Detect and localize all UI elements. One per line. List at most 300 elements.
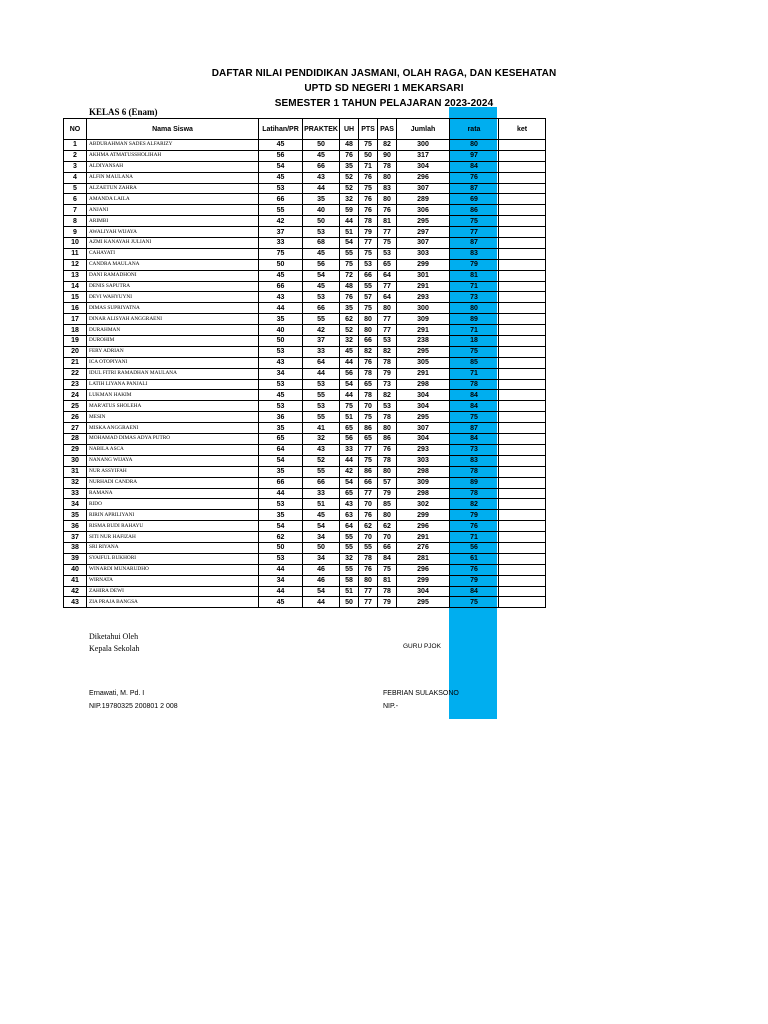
cell-praktek: 55 bbox=[303, 314, 340, 325]
cell-pas: 82 bbox=[378, 346, 397, 357]
cell-ket bbox=[499, 466, 546, 477]
cell-uh: 43 bbox=[340, 499, 359, 510]
headmaster-name: Ernawati, M. Pd. I bbox=[89, 690, 145, 697]
cell-jumlah: 307 bbox=[397, 423, 450, 434]
cell-rata: 56 bbox=[450, 542, 499, 553]
cell-rata: 82 bbox=[450, 499, 499, 510]
title-line-1: DAFTAR NILAI PENDIDIKAN JASMANI, OLAH RAGA, DAN KESEHATAN bbox=[211, 68, 557, 79]
cell-pts: 78 bbox=[359, 216, 378, 227]
cell-pts: 80 bbox=[359, 575, 378, 586]
cell-no: 4 bbox=[64, 172, 87, 183]
cell-jumlah: 297 bbox=[397, 227, 450, 238]
cell-nama-siswa: ZIA PRAJA BANGSA bbox=[87, 597, 259, 608]
cell-latihan-pr: 37 bbox=[259, 227, 303, 238]
cell-uh: 54 bbox=[340, 238, 359, 249]
cell-ket bbox=[499, 597, 546, 608]
cell-ket bbox=[499, 532, 546, 543]
cell-nama-siswa: MOHAMAD DIMAS ADYA PUTRO bbox=[87, 434, 259, 445]
cell-nama-siswa: IDUL FITRI RAMADHAN MAULANA bbox=[87, 368, 259, 379]
cell-pts: 77 bbox=[359, 597, 378, 608]
cell-ket bbox=[499, 314, 546, 325]
cell-latihan-pr: 56 bbox=[259, 150, 303, 161]
cell-rata: 76 bbox=[450, 564, 499, 575]
table-row bbox=[64, 183, 546, 194]
cell-jumlah: 303 bbox=[397, 248, 450, 259]
cell-pts: 50 bbox=[359, 150, 378, 161]
cell-latihan-pr: 53 bbox=[259, 553, 303, 564]
cell-pas: 64 bbox=[378, 270, 397, 281]
cell-praktek: 45 bbox=[303, 248, 340, 259]
cell-no: 1 bbox=[64, 140, 87, 151]
cell-pts: 57 bbox=[359, 292, 378, 303]
cell-no: 37 bbox=[64, 532, 87, 543]
teacher-title: GURU PJOK bbox=[403, 643, 441, 650]
cell-no: 41 bbox=[64, 575, 87, 586]
cell-pas: 78 bbox=[378, 161, 397, 172]
cell-pas: 84 bbox=[378, 553, 397, 564]
cell-uh: 51 bbox=[340, 412, 359, 423]
title-line-3: SEMESTER 1 TAHUN PELAJARAN 2023-2024 bbox=[274, 98, 494, 109]
cell-no: 10 bbox=[64, 238, 87, 249]
cell-pas: 79 bbox=[378, 368, 397, 379]
cell-no: 38 bbox=[64, 542, 87, 553]
cell-pts: 70 bbox=[359, 401, 378, 412]
header-pas: PAS bbox=[378, 119, 397, 140]
cell-ket bbox=[499, 390, 546, 401]
cell-no: 27 bbox=[64, 423, 87, 434]
cell-latihan-pr: 53 bbox=[259, 499, 303, 510]
cell-ket bbox=[499, 259, 546, 270]
cell-pts: 77 bbox=[359, 586, 378, 597]
cell-rata: 84 bbox=[450, 401, 499, 412]
table-row bbox=[64, 303, 546, 314]
table-row bbox=[64, 477, 546, 488]
cell-no: 33 bbox=[64, 488, 87, 499]
cell-nama-siswa: AZMI KANAYAH JULIANI bbox=[87, 238, 259, 249]
header-pts: PTS bbox=[359, 119, 378, 140]
cell-jumlah: 238 bbox=[397, 336, 450, 347]
cell-jumlah: 302 bbox=[397, 499, 450, 510]
cell-no: 18 bbox=[64, 325, 87, 336]
cell-pts: 75 bbox=[359, 412, 378, 423]
cell-jumlah: 306 bbox=[397, 205, 450, 216]
cell-jumlah: 291 bbox=[397, 368, 450, 379]
cell-no: 23 bbox=[64, 379, 87, 390]
cell-no: 26 bbox=[64, 412, 87, 423]
cell-uh: 55 bbox=[340, 532, 359, 543]
table-row bbox=[64, 423, 546, 434]
cell-jumlah: 299 bbox=[397, 259, 450, 270]
table-row bbox=[64, 227, 546, 238]
cell-rata: 78 bbox=[450, 488, 499, 499]
cell-praktek: 50 bbox=[303, 542, 340, 553]
cell-pas: 53 bbox=[378, 248, 397, 259]
cell-praktek: 37 bbox=[303, 336, 340, 347]
cell-nama-siswa: DURAHMAN bbox=[87, 325, 259, 336]
cell-rata: 84 bbox=[450, 586, 499, 597]
cell-pas: 80 bbox=[378, 466, 397, 477]
cell-pas: 76 bbox=[378, 205, 397, 216]
table-row bbox=[64, 194, 546, 205]
cell-no: 25 bbox=[64, 401, 87, 412]
cell-praktek: 46 bbox=[303, 575, 340, 586]
cell-rata: 76 bbox=[450, 172, 499, 183]
cell-praktek: 43 bbox=[303, 172, 340, 183]
cell-rata: 87 bbox=[450, 238, 499, 249]
cell-nama-siswa: ARIMBI bbox=[87, 216, 259, 227]
cell-uh: 44 bbox=[340, 216, 359, 227]
cell-praktek: 55 bbox=[303, 390, 340, 401]
cell-no: 32 bbox=[64, 477, 87, 488]
cell-jumlah: 304 bbox=[397, 401, 450, 412]
cell-pts: 86 bbox=[359, 466, 378, 477]
cell-nama-siswa: DEVI WAHYUYNI bbox=[87, 292, 259, 303]
cell-rata: 75 bbox=[450, 597, 499, 608]
cell-jumlah: 304 bbox=[397, 390, 450, 401]
cell-jumlah: 317 bbox=[397, 150, 450, 161]
cell-pas: 66 bbox=[378, 542, 397, 553]
cell-uh: 35 bbox=[340, 161, 359, 172]
cell-ket bbox=[499, 303, 546, 314]
cell-rata: 81 bbox=[450, 270, 499, 281]
cell-praktek: 66 bbox=[303, 303, 340, 314]
cell-rata: 80 bbox=[450, 303, 499, 314]
table-row bbox=[64, 390, 546, 401]
cell-jumlah: 291 bbox=[397, 281, 450, 292]
cell-pas: 64 bbox=[378, 292, 397, 303]
cell-jumlah: 300 bbox=[397, 140, 450, 151]
cell-latihan-pr: 43 bbox=[259, 292, 303, 303]
table-row bbox=[64, 401, 546, 412]
cell-latihan-pr: 66 bbox=[259, 477, 303, 488]
cell-no: 17 bbox=[64, 314, 87, 325]
cell-pts: 78 bbox=[359, 368, 378, 379]
cell-nama-siswa: FERY ADRIAN bbox=[87, 346, 259, 357]
cell-praktek: 54 bbox=[303, 586, 340, 597]
cell-jumlah: 304 bbox=[397, 161, 450, 172]
cell-jumlah: 309 bbox=[397, 314, 450, 325]
cell-jumlah: 291 bbox=[397, 325, 450, 336]
cell-nama-siswa: DANI RAMADHONI bbox=[87, 270, 259, 281]
cell-rata: 89 bbox=[450, 477, 499, 488]
cell-jumlah: 298 bbox=[397, 379, 450, 390]
header-praktek: PRAKTEK bbox=[303, 119, 340, 140]
cell-ket bbox=[499, 357, 546, 368]
cell-praktek: 45 bbox=[303, 150, 340, 161]
cell-uh: 52 bbox=[340, 183, 359, 194]
table-row bbox=[64, 357, 546, 368]
cell-rata: 75 bbox=[450, 216, 499, 227]
cell-no: 39 bbox=[64, 553, 87, 564]
cell-praktek: 35 bbox=[303, 194, 340, 205]
cell-no: 11 bbox=[64, 248, 87, 259]
cell-pas: 81 bbox=[378, 216, 397, 227]
cell-no: 3 bbox=[64, 161, 87, 172]
cell-ket bbox=[499, 401, 546, 412]
cell-uh: 58 bbox=[340, 575, 359, 586]
cell-rata: 83 bbox=[450, 248, 499, 259]
cell-ket bbox=[499, 336, 546, 347]
cell-no: 5 bbox=[64, 183, 87, 194]
cell-pas: 79 bbox=[378, 488, 397, 499]
cell-pas: 77 bbox=[378, 325, 397, 336]
cell-latihan-pr: 45 bbox=[259, 140, 303, 151]
cell-ket bbox=[499, 412, 546, 423]
cell-latihan-pr: 50 bbox=[259, 542, 303, 553]
header-uh: UH bbox=[340, 119, 359, 140]
header-nama-siswa: Nama Siswa bbox=[87, 119, 259, 140]
cell-nama-siswa: ALZAETUN ZAHRA bbox=[87, 183, 259, 194]
cell-no: 34 bbox=[64, 499, 87, 510]
table-row bbox=[64, 259, 546, 270]
table-row bbox=[64, 325, 546, 336]
cell-praktek: 33 bbox=[303, 346, 340, 357]
cell-no: 36 bbox=[64, 521, 87, 532]
cell-praktek: 53 bbox=[303, 292, 340, 303]
header-rata: rata bbox=[450, 119, 499, 140]
cell-no: 24 bbox=[64, 390, 87, 401]
cell-praktek: 40 bbox=[303, 205, 340, 216]
cell-uh: 59 bbox=[340, 205, 359, 216]
cell-latihan-pr: 45 bbox=[259, 172, 303, 183]
cell-uh: 63 bbox=[340, 510, 359, 521]
cell-pts: 76 bbox=[359, 510, 378, 521]
header-ket: ket bbox=[499, 119, 546, 140]
cell-praktek: 55 bbox=[303, 412, 340, 423]
cell-rata: 75 bbox=[450, 412, 499, 423]
table-row bbox=[64, 314, 546, 325]
cell-uh: 48 bbox=[340, 281, 359, 292]
cell-uh: 65 bbox=[340, 488, 359, 499]
cell-nama-siswa: WIRNATA bbox=[87, 575, 259, 586]
cell-ket bbox=[499, 488, 546, 499]
cell-latihan-pr: 62 bbox=[259, 532, 303, 543]
header-no: NO bbox=[64, 119, 87, 140]
cell-uh: 65 bbox=[340, 423, 359, 434]
cell-nama-siswa: DINAR ALISYAH ANGGRAENI bbox=[87, 314, 259, 325]
cell-nama-siswa: NURHADI CANDRA bbox=[87, 477, 259, 488]
cell-uh: 50 bbox=[340, 597, 359, 608]
cell-uh: 32 bbox=[340, 194, 359, 205]
cell-jumlah: 293 bbox=[397, 444, 450, 455]
cell-latihan-pr: 65 bbox=[259, 434, 303, 445]
cell-no: 22 bbox=[64, 368, 87, 379]
cell-nama-siswa: LATIH LIYANA PANJALI bbox=[87, 379, 259, 390]
cell-pts: 76 bbox=[359, 205, 378, 216]
cell-praktek: 55 bbox=[303, 466, 340, 477]
cell-no: 13 bbox=[64, 270, 87, 281]
cell-pas: 82 bbox=[378, 140, 397, 151]
cell-rata: 89 bbox=[450, 314, 499, 325]
known-by-label: Diketahui Oleh bbox=[89, 632, 139, 641]
cell-jumlah: 295 bbox=[397, 216, 450, 227]
cell-jumlah: 305 bbox=[397, 357, 450, 368]
cell-pas: 75 bbox=[378, 238, 397, 249]
cell-praktek: 54 bbox=[303, 270, 340, 281]
cell-jumlah: 307 bbox=[397, 238, 450, 249]
cell-no: 2 bbox=[64, 150, 87, 161]
cell-latihan-pr: 34 bbox=[259, 368, 303, 379]
cell-uh: 75 bbox=[340, 259, 359, 270]
cell-ket bbox=[499, 140, 546, 151]
cell-ket bbox=[499, 499, 546, 510]
cell-jumlah: 295 bbox=[397, 412, 450, 423]
cell-rata: 73 bbox=[450, 292, 499, 303]
cell-pts: 78 bbox=[359, 390, 378, 401]
cell-rata: 86 bbox=[450, 205, 499, 216]
teacher-name: FEBRIAN SULAKSONO bbox=[383, 690, 459, 697]
cell-latihan-pr: 35 bbox=[259, 423, 303, 434]
cell-pas: 80 bbox=[378, 510, 397, 521]
cell-praktek: 46 bbox=[303, 564, 340, 575]
table-header-row bbox=[64, 119, 546, 140]
cell-ket bbox=[499, 172, 546, 183]
cell-pts: 65 bbox=[359, 379, 378, 390]
headmaster-signature bbox=[89, 687, 178, 713]
cell-latihan-pr: 50 bbox=[259, 259, 303, 270]
cell-nama-siswa: CAHAYATI bbox=[87, 248, 259, 259]
cell-praktek: 50 bbox=[303, 140, 340, 151]
cell-pas: 53 bbox=[378, 401, 397, 412]
cell-ket bbox=[499, 216, 546, 227]
cell-nama-siswa: ABDURAHMAN SADES ALFARIZY bbox=[87, 140, 259, 151]
cell-nama-siswa: AWALIYAH WIJAYA bbox=[87, 227, 259, 238]
cell-ket bbox=[499, 379, 546, 390]
cell-pts: 86 bbox=[359, 423, 378, 434]
cell-nama-siswa: RAMANA bbox=[87, 488, 259, 499]
cell-pas: 77 bbox=[378, 281, 397, 292]
cell-no: 16 bbox=[64, 303, 87, 314]
cell-pts: 66 bbox=[359, 336, 378, 347]
cell-nama-siswa: MAR'ATUS SHOLEHA bbox=[87, 401, 259, 412]
cell-pas: 76 bbox=[378, 444, 397, 455]
cell-pts: 75 bbox=[359, 455, 378, 466]
cell-rata: 69 bbox=[450, 194, 499, 205]
cell-praktek: 42 bbox=[303, 325, 340, 336]
cell-latihan-pr: 34 bbox=[259, 575, 303, 586]
cell-rata: 83 bbox=[450, 455, 499, 466]
cell-uh: 75 bbox=[340, 401, 359, 412]
cell-jumlah: 309 bbox=[397, 477, 450, 488]
cell-pas: 83 bbox=[378, 183, 397, 194]
cell-ket bbox=[499, 455, 546, 466]
cell-praktek: 50 bbox=[303, 216, 340, 227]
cell-ket bbox=[499, 325, 546, 336]
grades-table bbox=[63, 118, 546, 608]
cell-uh: 56 bbox=[340, 434, 359, 445]
cell-latihan-pr: 55 bbox=[259, 205, 303, 216]
cell-pts: 75 bbox=[359, 303, 378, 314]
cell-rata: 80 bbox=[450, 140, 499, 151]
cell-jumlah: 307 bbox=[397, 183, 450, 194]
cell-nama-siswa: ALDIYANSAH bbox=[87, 161, 259, 172]
cell-uh: 51 bbox=[340, 586, 359, 597]
cell-pas: 78 bbox=[378, 357, 397, 368]
cell-pas: 86 bbox=[378, 434, 397, 445]
cell-nama-siswa: ICA OTOPIYANI bbox=[87, 357, 259, 368]
cell-uh: 44 bbox=[340, 455, 359, 466]
cell-pas: 80 bbox=[378, 303, 397, 314]
table-row bbox=[64, 205, 546, 216]
cell-jumlah: 299 bbox=[397, 510, 450, 521]
cell-nama-siswa: LUKMAN HAKIM bbox=[87, 390, 259, 401]
cell-latihan-pr: 53 bbox=[259, 346, 303, 357]
cell-pts: 78 bbox=[359, 553, 378, 564]
headmaster-nip: NIP.19780325 200801 2 008 bbox=[89, 703, 178, 710]
cell-ket bbox=[499, 575, 546, 586]
cell-nama-siswa: NANANG WIJAYA bbox=[87, 455, 259, 466]
cell-latihan-pr: 66 bbox=[259, 194, 303, 205]
table-row bbox=[64, 444, 546, 455]
cell-praktek: 43 bbox=[303, 444, 340, 455]
grades-table-body bbox=[64, 140, 546, 608]
cell-rata: 73 bbox=[450, 444, 499, 455]
table-row bbox=[64, 140, 546, 151]
cell-jumlah: 296 bbox=[397, 521, 450, 532]
cell-nama-siswa: DENIS SAPUTRA bbox=[87, 281, 259, 292]
cell-pts: 55 bbox=[359, 281, 378, 292]
cell-praktek: 34 bbox=[303, 532, 340, 543]
table-row bbox=[64, 346, 546, 357]
table-row bbox=[64, 553, 546, 564]
cell-no: 29 bbox=[64, 444, 87, 455]
cell-pts: 66 bbox=[359, 270, 378, 281]
table-row bbox=[64, 466, 546, 477]
cell-rata: 71 bbox=[450, 532, 499, 543]
cell-pts: 76 bbox=[359, 172, 378, 183]
cell-rata: 71 bbox=[450, 325, 499, 336]
cell-latihan-pr: 53 bbox=[259, 183, 303, 194]
cell-rata: 84 bbox=[450, 161, 499, 172]
cell-latihan-pr: 33 bbox=[259, 238, 303, 249]
cell-rata: 18 bbox=[450, 336, 499, 347]
cell-praktek: 33 bbox=[303, 488, 340, 499]
cell-nama-siswa: RIDO bbox=[87, 499, 259, 510]
cell-no: 35 bbox=[64, 510, 87, 521]
cell-ket bbox=[499, 346, 546, 357]
cell-no: 8 bbox=[64, 216, 87, 227]
cell-no: 7 bbox=[64, 205, 87, 216]
cell-praktek: 56 bbox=[303, 259, 340, 270]
cell-jumlah: 291 bbox=[397, 532, 450, 543]
table-row bbox=[64, 488, 546, 499]
cell-jumlah: 289 bbox=[397, 194, 450, 205]
cell-nama-siswa: CANDRA MAULANA bbox=[87, 259, 259, 270]
cell-pts: 71 bbox=[359, 161, 378, 172]
cell-ket bbox=[499, 477, 546, 488]
cell-jumlah: 300 bbox=[397, 303, 450, 314]
cell-rata: 77 bbox=[450, 227, 499, 238]
cell-uh: 35 bbox=[340, 303, 359, 314]
table-row bbox=[64, 238, 546, 249]
table-row bbox=[64, 281, 546, 292]
cell-no: 6 bbox=[64, 194, 87, 205]
cell-latihan-pr: 54 bbox=[259, 161, 303, 172]
cell-rata: 78 bbox=[450, 379, 499, 390]
cell-praktek: 34 bbox=[303, 553, 340, 564]
cell-pas: 80 bbox=[378, 194, 397, 205]
table-row bbox=[64, 575, 546, 586]
table-row bbox=[64, 586, 546, 597]
cell-rata: 87 bbox=[450, 423, 499, 434]
cell-rata: 79 bbox=[450, 510, 499, 521]
cell-praktek: 45 bbox=[303, 281, 340, 292]
cell-rata: 84 bbox=[450, 390, 499, 401]
table-row bbox=[64, 336, 546, 347]
cell-latihan-pr: 35 bbox=[259, 466, 303, 477]
cell-praktek: 66 bbox=[303, 477, 340, 488]
cell-jumlah: 304 bbox=[397, 434, 450, 445]
